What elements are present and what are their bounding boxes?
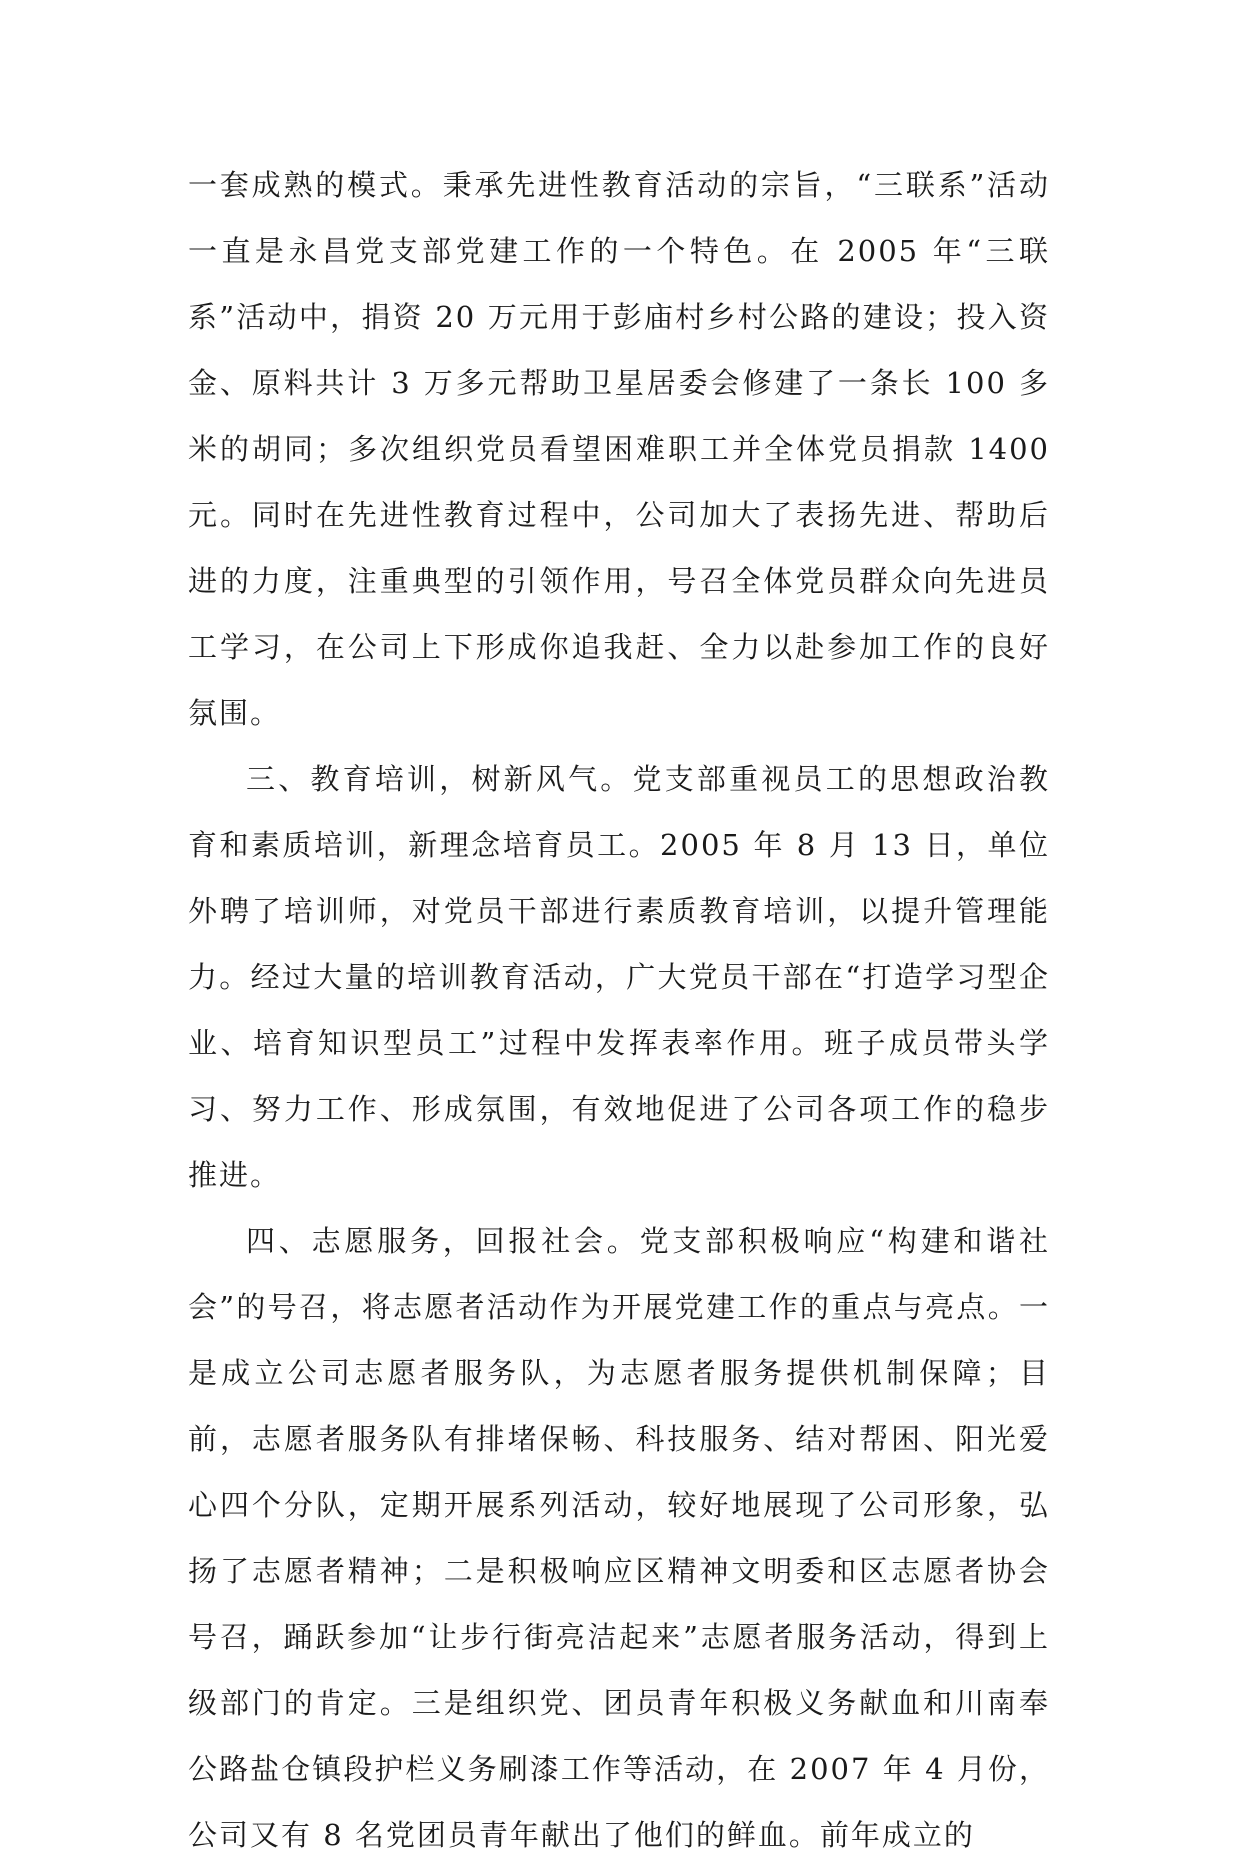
paragraph-section-four: 四、志愿服务，回报社会。党支部积极响应“构建和谐社会”的号召，将志愿者活动作为开展党建工作的重点与亮点。一是成立公司志愿者服务队，为志愿者服务提供机制保障；目前，志愿者服务队有排堵保畅、科技服务、结对帮困、阳光爱心四个分队，定期开展系列活动，较好地展现了公司形象，弘扬了志愿者精神；二是积极响应区精神文明委和区志愿者协会号召，踊跃参加“让步行街亮洁起来”志愿者服务活动，得到上级部门的肯定。三是组织党、团员青年积极义务献血和川南奉公路盐仓镇段护栏义务刷漆工作等活动，在 2007 年 4 月份，公司又有 8 名党团员青年献出了他们的鲜血。前年成立的 bbox=[188, 1224, 1050, 1852]
paragraph-continued: 一套成熟的模式。秉承先进性教育活动的宗旨，“三联系”活动一直是永昌党支部党建工作的一个特色。在 2005 年“三联系”活动中，捐资 20 万元用于彭庙村乡村公路的建设；投入资金、原料共计 3 万多元帮助卫星居委会修建了一条长 100 多米的胡同；多次组织党员看望困难职工并全体党员捐款 1400 元。同时在先进性教育过程中，公司加大了表扬先进、帮助后进的力度，注重典型的引领作用，号召全体党员群众向先进员工学习，在公司上下形成你追我赶、全力以赴参加工作的良好氛围。 bbox=[188, 168, 1050, 730]
document-body bbox=[188, 152, 1050, 1868]
paragraph-section-three: 三、教育培训，树新风气。党支部重视员工的思想政治教育和素质培训，新理念培育员工。2005 年 8 月 13 日，单位外聘了培训师，对党员干部进行素质教育培训，以提升管理能力。经过大量的培训教育活动，广大党员干部在“打造学习型企业、培育知识型员工”过程中发挥表率作用。班子成员带头学习、努力工作、形成氛围，有效地促进了公司各项工作的稳步推进。 bbox=[188, 762, 1050, 1192]
